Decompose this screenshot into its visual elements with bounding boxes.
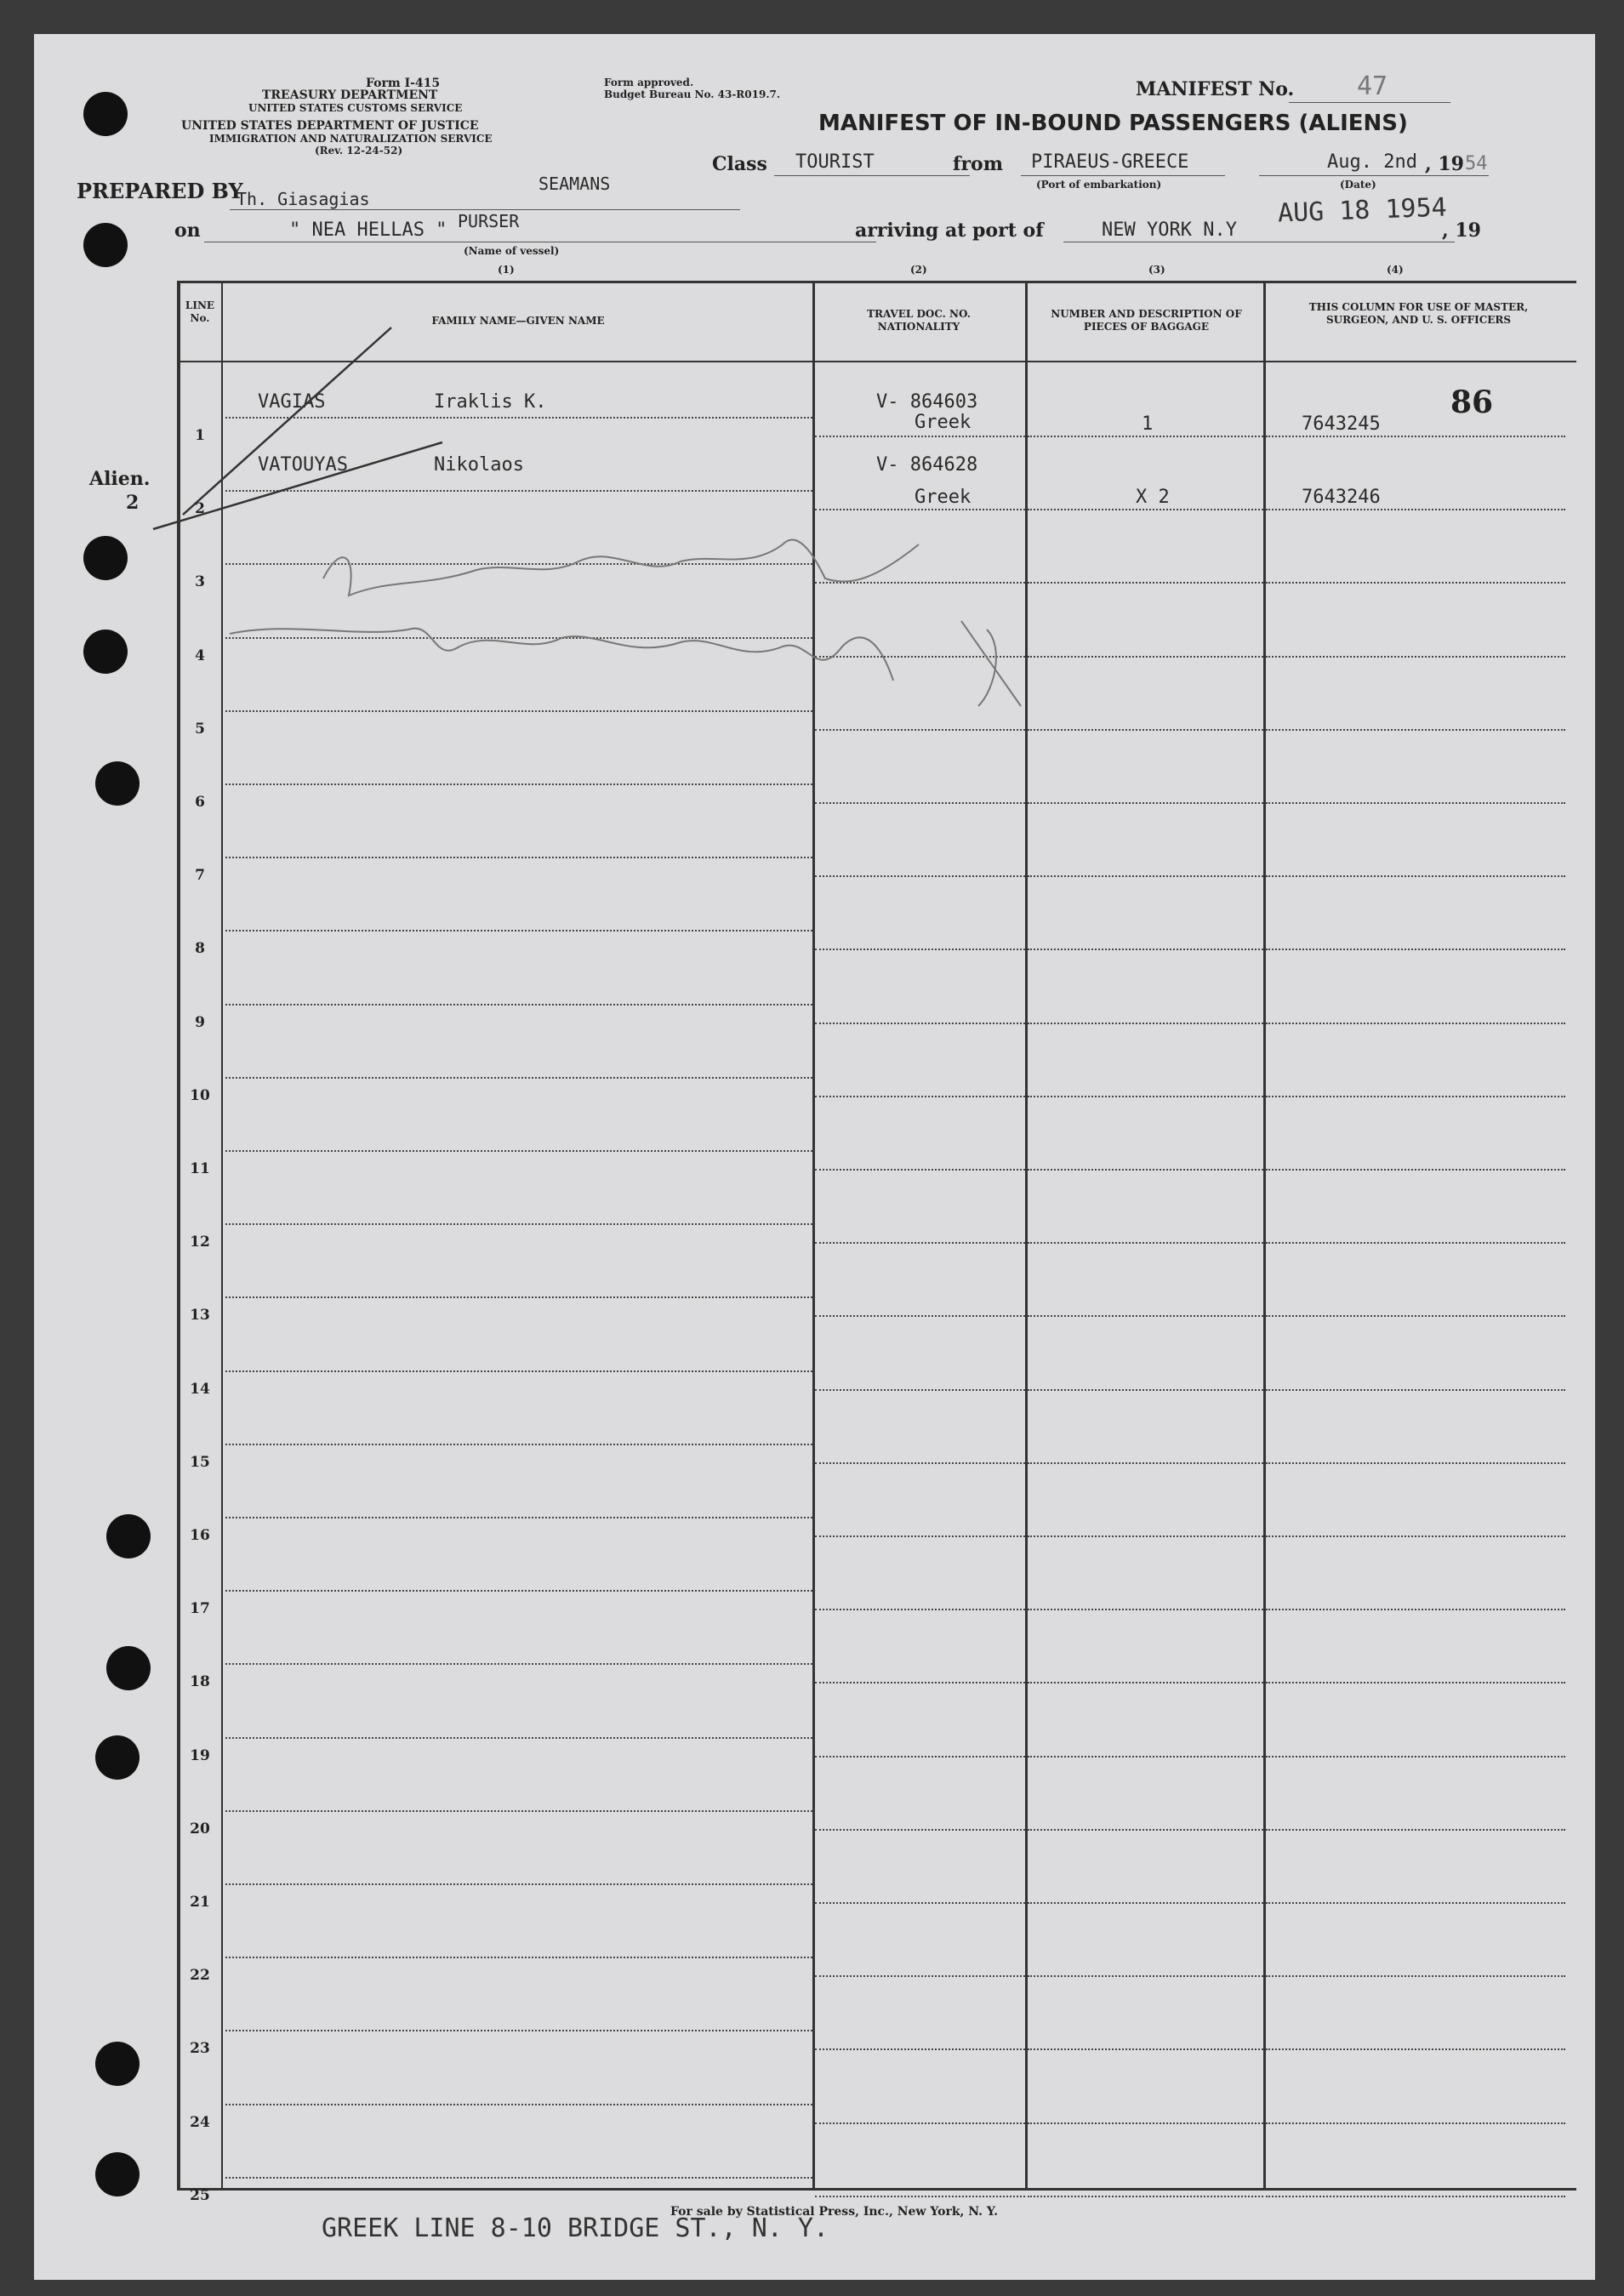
header-officers: THIS COLUMN FOR USE OF MASTER, SURGEON, AND U. S. OFFICERS [1308,301,1529,326]
row-rule [1028,1535,1263,1537]
binder-hole [83,536,128,580]
row-rule [815,1023,1025,1024]
row-rule [225,1150,812,1152]
row-rule [225,710,812,712]
row-rule [1266,1315,1565,1317]
row-rule [1028,1975,1263,1977]
row-rule [225,1810,812,1812]
row-rule [815,1389,1025,1391]
row-rule [225,1883,812,1885]
row-rule [225,1370,812,1372]
row-rule [225,490,812,492]
form-number: Form I-415 [366,77,441,90]
table-left-border [177,281,180,2191]
entry-2-travel-doc: V- 864628 [876,454,978,476]
header-baggage: NUMBER AND DESCRIPTION OF PIECES OF BAGGAGE [1051,308,1242,333]
row-rule [815,656,1025,658]
row-rule [815,1315,1025,1317]
line-number: 21 [190,1894,210,1911]
row-rule [1266,802,1565,804]
row-rule [815,729,1025,731]
row-rule [815,436,1025,437]
row-rule [1266,1975,1565,1977]
date-value: Aug. 2nd [1327,151,1417,173]
row-rule [815,1902,1025,1904]
row-rule [815,802,1025,804]
table-top-border [177,281,1576,283]
binder-hole [83,223,128,267]
row-rule [225,563,812,565]
row-rule [1028,1389,1263,1391]
row-rule [1028,2122,1263,2124]
row-rule [225,2104,812,2105]
row-rule [1028,1829,1263,1831]
budget-bureau: Budget Bureau No. 43-R019.7. [604,88,781,100]
manifest-label: MANIFEST No. [1136,78,1295,100]
row-rule [225,637,812,639]
row-rule [1266,1389,1565,1391]
binder-hole [95,2152,140,2196]
binder-hole [106,1646,151,1690]
row-rule [1266,1169,1565,1171]
from-label: from [953,153,1004,175]
row-rule [225,417,812,419]
from-value: PIRAEUS-GREECE [1031,151,1189,173]
row-rule [1028,656,1263,658]
row-rule [225,857,812,858]
row-rule [225,1737,812,1739]
document-page [34,34,1595,2280]
binder-hole [95,2042,140,2086]
row-rule [1266,436,1565,437]
greek-line-stamp: GREEK LINE 8-10 BRIDGE ST., N. Y. [322,2213,829,2243]
row-rule [1028,1169,1263,1171]
line-number: 18 [190,1673,210,1691]
line-number: 10 [190,1086,210,1104]
line-number: 22 [190,1967,210,1985]
row-rule [815,875,1025,877]
row-rule [1028,875,1263,877]
row-rule [225,1444,812,1445]
row-rule [1266,1462,1565,1464]
row-rule [225,783,812,785]
row-rule [1028,1096,1263,1097]
line-number: 15 [190,1453,210,1471]
alien-margin-count: 2 [126,492,140,514]
row-rule [815,1975,1025,1977]
form-approved: Form approved. [604,77,694,88]
row-rule [225,1296,812,1298]
line-number: 3 [195,573,205,591]
row-rule [1266,1242,1565,1244]
line-number: 12 [190,1233,210,1251]
header-name: FAMILY NAME—GIVEN NAME [431,315,605,327]
row-rule [225,1957,812,1958]
row-rule [1028,1462,1263,1464]
binder-hole [83,92,128,136]
entry-1-officer-number: 7643245 [1302,413,1381,435]
arriving-value: NEW YORK N.Y [1102,219,1237,241]
row-rule [1266,1902,1565,1904]
row-rule [225,1077,812,1079]
row-rule [1266,949,1565,950]
column-number-1: (1) [498,264,515,276]
table-header-border [177,361,1576,362]
year-suffix: 54 [1465,153,1488,174]
row-rule [1028,509,1263,510]
row-rule [1266,1535,1565,1537]
seamans-text: SEAMANS [538,174,611,194]
row-rule [815,2048,1025,2050]
immigration-service: IMMIGRATION AND NATURALIZATION SERVICE [209,133,493,145]
line-number: 24 [190,2113,210,2131]
column-number-2: (2) [910,264,927,276]
from-underline [1021,175,1225,176]
year-prefix: , 19 [1425,153,1464,175]
line-number: 2 [195,500,205,518]
row-rule [815,1242,1025,1244]
date-caption: (Date) [1340,179,1376,191]
revision: (Rev. 12-24-52) [315,145,403,157]
row-rule [1028,2048,1263,2050]
treasury-department: TREASURY DEPARTMENT [262,88,438,102]
line-number-divider [221,282,223,2188]
page-number: 86 [1450,385,1494,420]
row-rule [815,1169,1025,1171]
row-rule [1028,2196,1263,2197]
line-number: 19 [190,1746,210,1764]
binder-hole [83,630,128,674]
prepared-by-label: PREPARED BY [77,179,243,203]
row-rule [815,1462,1025,1464]
row-rule [1028,582,1263,584]
header-line-no: LINE No. [185,299,215,324]
entry-2-nationality: Greek [915,487,972,508]
row-rule [225,2177,812,2179]
row-rule [1028,1315,1263,1317]
row-rule [1028,1682,1263,1684]
purser-text: PURSER [458,211,520,231]
line-number: 6 [195,794,205,811]
entry-1-given-name: Iraklis K. [434,391,547,413]
row-rule [225,930,812,932]
row-rule [1028,1609,1263,1610]
line-number: 20 [190,1820,210,1837]
manifest-title: MANIFEST OF IN-BOUND PASSENGERS (ALIENS) [818,111,1408,136]
row-rule [1266,509,1565,510]
line-number: 8 [195,940,205,958]
manifest-number: 47 [1357,71,1388,101]
row-rule [815,1682,1025,1684]
row-rule [815,1756,1025,1758]
line-number: 1 [195,427,205,444]
row-rule [1028,1242,1263,1244]
prepared-by-value: Th. Giasagias [236,189,370,209]
row-rule [225,2030,812,2031]
row-rule [815,2122,1025,2124]
row-rule [1266,1023,1565,1024]
entry-1-travel-doc: V- 864603 [876,391,978,413]
line-number: 17 [190,1600,210,1618]
line-number: 23 [190,2040,210,2058]
row-rule [815,582,1025,584]
entry-2-family-name: VATOUYAS [258,454,348,476]
class-underline [774,175,970,176]
printer-credit: For sale by Statistical Press, Inc., New York, N. Y. [670,2205,998,2219]
row-rule [225,1590,812,1592]
line-number: 9 [195,1013,205,1031]
entry-2-given-name: Nikolaos [434,454,524,476]
column-number-3: (3) [1148,264,1165,276]
row-rule [225,1517,812,1518]
arriving-label: arriving at port of [855,219,1044,242]
date-underline [1259,175,1489,176]
row-rule [1266,1096,1565,1097]
column-number-4: (4) [1387,264,1404,276]
header-travel-doc: TRAVEL DOC. NO. NATIONALITY [867,308,971,333]
department-of-justice: UNITED STATES DEPARTMENT OF JUSTICE [181,119,479,133]
row-rule [1266,1682,1565,1684]
binder-hole [106,1514,151,1558]
class-label: Class [712,153,767,175]
row-rule [1028,1902,1263,1904]
class-value: TOURIST [795,151,875,173]
customs-service: UNITED STATES CUSTOMS SERVICE [248,102,463,114]
row-rule [815,949,1025,950]
on-label: on [174,219,201,242]
row-rule [815,1609,1025,1610]
line-number: 14 [190,1380,210,1398]
row-rule [815,2196,1025,2197]
row-rule [1266,875,1565,877]
line-number: 25 [190,2186,210,2204]
row-rule [815,1096,1025,1097]
row-rule [1028,729,1263,731]
row-rule [1266,1609,1565,1610]
row-rule [815,1535,1025,1537]
row-rule [1266,1829,1565,1831]
row-rule [815,1829,1025,1831]
line-number: 13 [190,1307,210,1325]
row-rule [1266,582,1565,584]
binder-hole [95,1735,140,1780]
table-bottom-border [177,2188,1576,2191]
line-number: 4 [195,647,205,664]
entry-2-officer-number: 7643246 [1302,487,1381,508]
row-rule [225,1004,812,1006]
year-end: , 19 [1442,219,1481,242]
entry-1-family-name: VAGIAS [258,391,326,413]
entry-1-nationality: Greek [915,412,972,433]
row-rule [225,1223,812,1225]
alien-margin-note: Alien. [89,468,151,490]
row-rule [815,509,1025,510]
row-rule [1028,436,1263,437]
row-rule [1266,2122,1565,2124]
entry-2-baggage: X 2 [1136,487,1170,508]
line-number: 16 [190,1527,210,1544]
row-rule [1266,2196,1565,2197]
row-rule [1028,1023,1263,1024]
row-rule [1028,1756,1263,1758]
line-number: 5 [195,720,205,738]
port-caption: (Port of embarkation) [1036,179,1162,191]
manifest-number-line [1289,102,1450,103]
prepared-underline [230,209,740,210]
entry-1-baggage: 1 [1142,413,1154,435]
row-rule [1028,802,1263,804]
vessel-caption: (Name of vessel) [464,245,560,257]
arrival-date-stamp: AUG 18 1954 [1277,192,1448,229]
line-number: 7 [195,867,205,885]
row-rule [1266,1756,1565,1758]
row-rule [1028,949,1263,950]
row-rule [225,1663,812,1665]
row-rule [1266,656,1565,658]
vessel-name: " NEA HELLAS " [289,219,447,241]
binder-hole [95,761,140,806]
row-rule [1266,2048,1565,2050]
row-rule [1266,729,1565,731]
line-number: 11 [190,1160,210,1177]
